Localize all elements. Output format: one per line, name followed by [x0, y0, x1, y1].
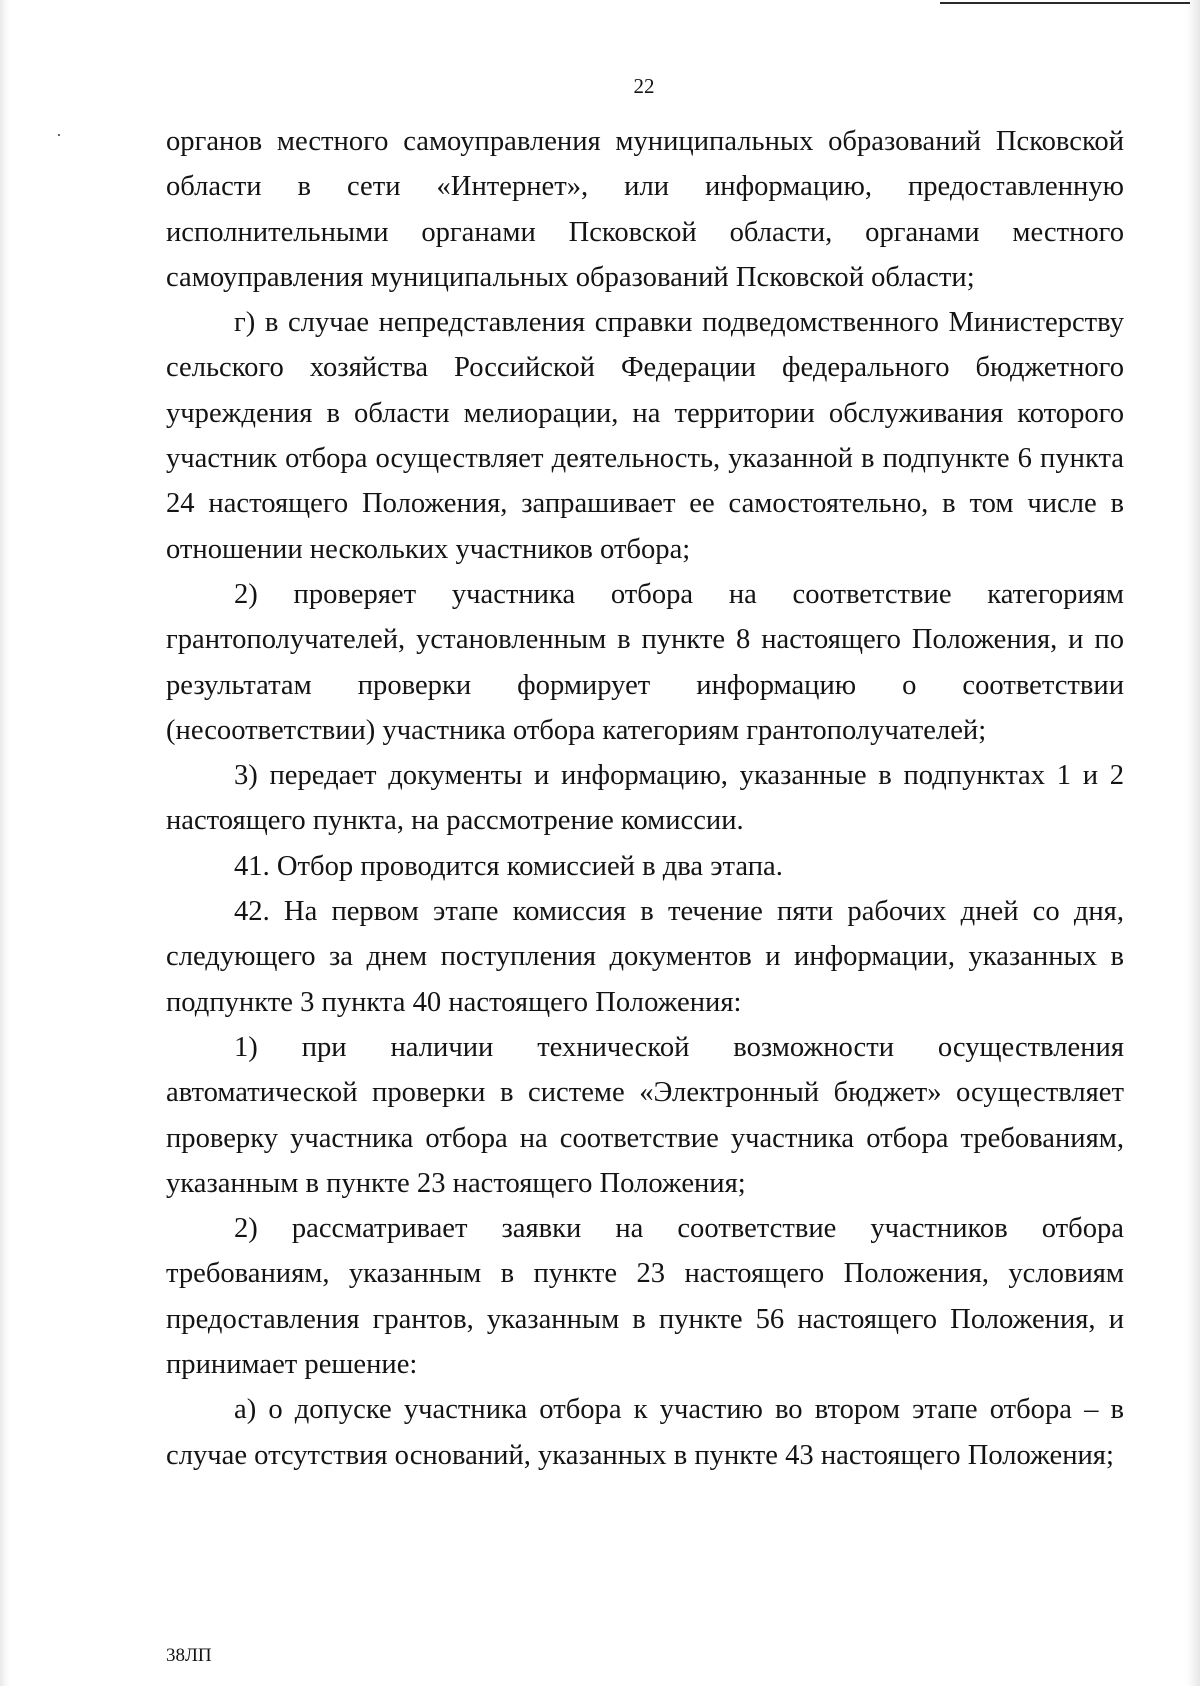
scan-dot: [58, 134, 60, 136]
scan-edge-left: [0, 0, 10, 1686]
document-body: [166, 119, 1124, 1478]
paragraph-2: г) в случае непредставления справки подведомственного Министерству сельского хозяйства Российской Федерации федерального бюджетного учреждения в области мелиорации, на территории обслуживания которого участник отбора осуществляет деятельность, указанной в подпункте 6 пункта 24 настоящего Положения, запрашивает ее самостоятельно, в том числе в отношении нескольких участников отбора;: [166, 307, 1124, 565]
paragraph-1: органов местного самоуправления муниципальных образований Псковской области в сети «Интернет», или информацию, предоставленную исполнительными органами Псковской области, органами местного самоуправления муниципальных образований Псковской области;: [166, 126, 1124, 293]
paragraph-7: 1) при наличии технической возможности осуществления автоматической проверки в системе «Электронный бюджет» осуществляет проверку участника отбора на соответствие участника отбора требованиям, указанным в пункте 23 настоящего Положения;: [166, 1031, 1124, 1199]
paragraph-4: 3) передает документы и информацию, указанные в подпунктах 1 и 2 настоящего пункта, на рассмотрение комиссии.: [166, 760, 1124, 837]
paragraph-8: 2) рассматривает заявки на соответствие участников отбора требованиям, указанным в пункте 23 настоящего Положения, условиям предоставления грантов, указанным в пункте 56 настоящего Положения, и принимает решение:: [166, 1213, 1124, 1381]
paragraph-5: 41. Отбор проводится комиссией в два этапа.: [234, 850, 783, 882]
scan-edge-right: [1186, 0, 1200, 1686]
paragraph-9: а) о допуске участника отбора к участию во втором этапе отбора – в случае отсутствия оснований, указанных в пункте 43 настоящего Положения;: [166, 1394, 1124, 1471]
paragraph-6: 42. На первом этапе комиссия в течение пяти рабочих дней со дня, следующего за днем поступления документов и информации, указанных в подпункте 3 пункта 40 настоящего Положения:: [166, 896, 1124, 1018]
document-code: 38ЛП: [166, 1645, 212, 1666]
page-number: 22: [633, 74, 655, 98]
scan-top-line: [940, 2, 1190, 4]
paragraph-3: 2) проверяет участника отбора на соответствие категориям грантополучателей, установленным в пункте 8 настоящего Положения, и по результатам проверки формирует информацию о соответствии (несоответствии) участника отбора категориям грантополучателей;: [166, 578, 1124, 746]
